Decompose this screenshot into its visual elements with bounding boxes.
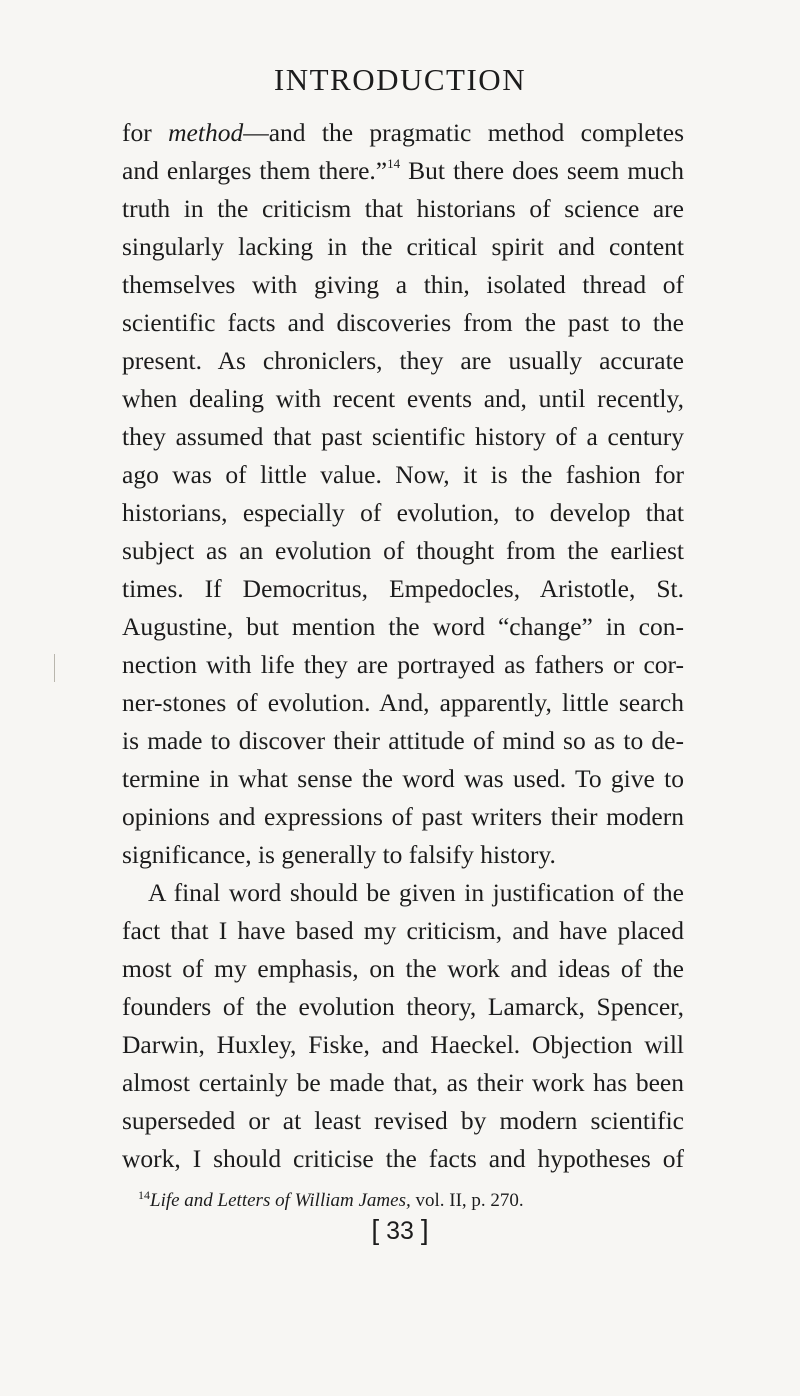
body-line: A final word should be given in justification of the	[148, 878, 684, 907]
body-line: superseded or at least revised by modern scientific	[122, 1106, 684, 1135]
body-line: work, I should criticise the facts and hypotheses of	[122, 1144, 684, 1173]
body-line: most of my emphasis, on the work and ideas of the	[122, 954, 684, 983]
body-line: subject as an evolution of thought from the earliest	[122, 536, 684, 565]
body-line: termine in what sense the word was used. To give to	[122, 764, 684, 793]
margin-mark	[54, 654, 55, 682]
page-number	[0, 1214, 800, 1247]
body-line: significance, is generally to falsify history.	[122, 840, 556, 869]
body-line: truth in the criticism that historians of science are	[122, 194, 684, 223]
body-line: nection with life they are portrayed as fathers or cor-	[122, 650, 684, 679]
body-line: ner-stones of evolution. And, apparently, little search	[122, 688, 684, 717]
body-line: ago was of little value. Now, it is the fashion for	[122, 460, 684, 489]
body-line: themselves with giving a thin, isolated thread of	[122, 270, 684, 299]
footnote-reference: 14	[387, 156, 401, 171]
body-line: opinions and expressions of past writers their modern	[122, 802, 684, 831]
body-line: Darwin, Huxley, Fiske, and Haeckel. Objection will	[122, 1030, 684, 1059]
italic-term: method	[168, 118, 244, 147]
folio-close-bracket: ]	[420, 1214, 429, 1245]
folio-number: 33	[386, 1217, 414, 1245]
body-line: founders of the evolution theory, Lamarck, Spencer,	[122, 992, 684, 1021]
running-head: INTRODUCTION	[273, 62, 527, 97]
body-line: present. As chroniclers, they are usually accurate	[122, 346, 684, 375]
footnote-number: 14	[138, 1188, 150, 1202]
folio-open-bracket: [	[371, 1214, 380, 1245]
footnote	[138, 1188, 524, 1214]
body-line: Augustine, but mention the word “change” in con-	[122, 612, 684, 641]
footnote-citation: vol. II, p. 270.	[410, 1190, 524, 1211]
body-line: fact that I have based my criticism, and have placed	[122, 916, 684, 945]
body-line: singularly lacking in the critical spirit and content	[122, 232, 684, 261]
body-line: when dealing with recent events and, until recently,	[122, 384, 684, 413]
body-line: almost certainly be made that, as their work has been	[122, 1068, 684, 1097]
body-line: times. If Democritus, Empedocles, Aristotle, St.	[122, 574, 684, 603]
body-line: historians, especially of evolution, to develop that	[122, 498, 684, 527]
body-line: is made to discover their attitude of mind so as to de-	[122, 726, 684, 755]
body-line: and enlarges them there.”$^{14}$ But there does seem much	[122, 156, 684, 185]
footnote-title: Life and Letters of William James,	[150, 1190, 411, 1211]
body-line: they assumed that past scientific history of a century	[122, 422, 684, 451]
body-line: for method—and the pragmatic method completes	[122, 118, 685, 147]
body-line: scientific facts and discoveries from the past to the	[122, 308, 684, 337]
